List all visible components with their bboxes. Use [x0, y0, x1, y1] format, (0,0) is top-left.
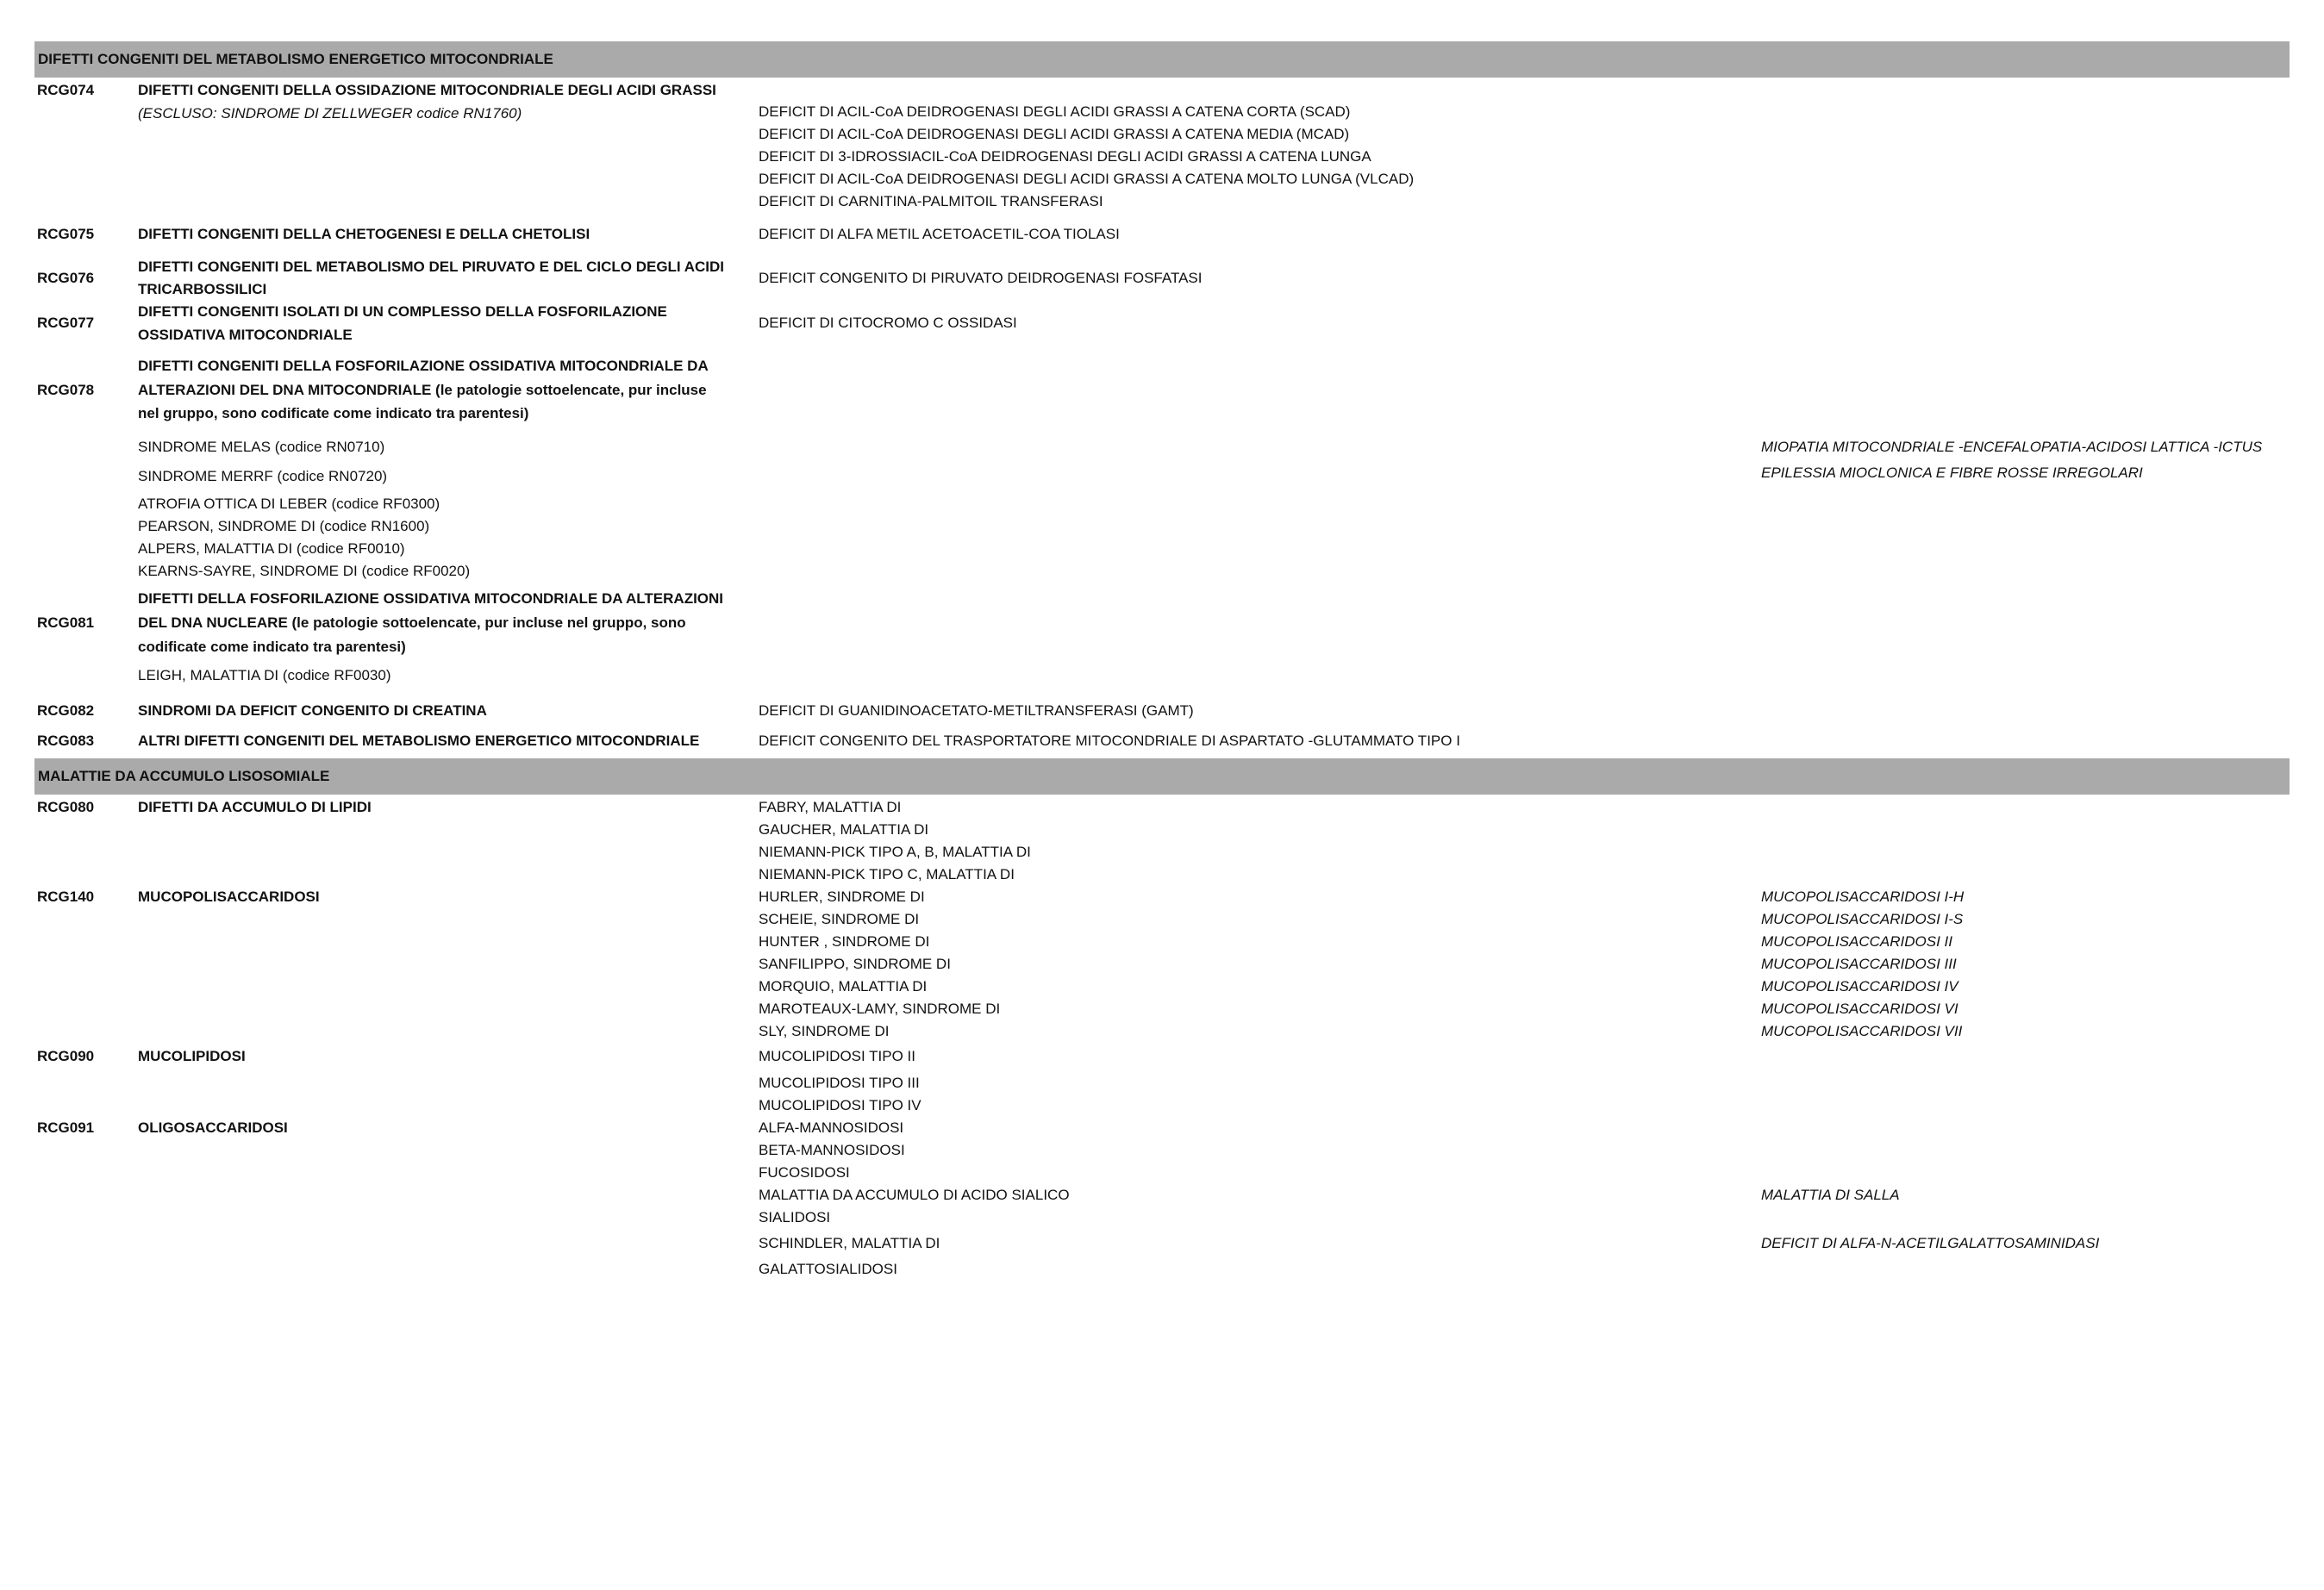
code-rcg083: RCG083 — [37, 733, 95, 749]
disease-item: MUCOLIPIDOSI TIPO III — [759, 1075, 920, 1091]
disease-item: MUCOLIPIDOSI TIPO IV — [759, 1097, 921, 1113]
group-title-rcg091: OLIGOSACCARIDOSI — [138, 1119, 288, 1136]
group-title-rcg082: SINDROMI DA DEFICIT CONGENITO DI CREATINA — [138, 702, 487, 719]
disease-item: DEFICIT DI GUANIDINOACETATO-METILTRANSFERASI (GAMT) — [759, 702, 1194, 719]
group-title-rcg076-cont: TRICARBOSSILICI — [138, 281, 267, 297]
group-title-rcg140: MUCOPOLISACCARIDOSI — [138, 889, 320, 905]
group-title-rcg083: ALTRI DIFETTI CONGENITI DEL METABOLISMO ENERGETICO MITOCONDRIALE — [138, 733, 700, 749]
disease-item: MAROTEAUX-LAMY, SINDROME DI — [759, 1001, 1001, 1017]
group-title-rcg081-cont: DEL DNA NUCLEARE (le patologie sottoelencate, pur incluse nel gruppo, sono — [138, 614, 686, 631]
group-title-rcg077: DIFETTI CONGENITI ISOLATI DI UN COMPLESSO DELLA FOSFORILAZIONE — [138, 303, 667, 320]
synonym-item: MIOPATIA MITOCONDRIALE -ENCEFALOPATIA-ACIDOSI LATTICA -ICTUS — [1761, 439, 2263, 455]
disease-item: HURLER, SINDROME DI — [759, 889, 925, 905]
disease-item: SCHEIE, SINDROME DI — [759, 911, 920, 927]
synonym-item: MUCOPOLISACCARIDOSI II — [1761, 933, 1952, 950]
disease-item: MUCOLIPIDOSI TIPO II — [759, 1048, 915, 1064]
disease-item: SLY, SINDROME DI — [759, 1023, 890, 1039]
group-title-rcg075: DIFETTI CONGENITI DELLA CHETOGENESI E DELLA CHETOLISI — [138, 226, 590, 242]
disease-item: GALATTOSIALIDOSI — [759, 1261, 897, 1277]
synonym-item: MUCOPOLISACCARIDOSI VII — [1761, 1023, 1963, 1039]
code-rcg082: RCG082 — [37, 702, 95, 719]
code-rcg075: RCG075 — [37, 226, 95, 242]
group-title-rcg074: DIFETTI CONGENITI DELLA OSSIDAZIONE MITOCONDRIALE DEGLI ACIDI GRASSI — [138, 82, 716, 98]
disease-item: DEFICIT DI ACIL-CoA DEIDROGENASI DEGLI ACIDI GRASSI A CATENA MOLTO LUNGA (VLCAD) — [759, 171, 1415, 187]
group-title-rcg090: MUCOLIPIDOSI — [138, 1048, 246, 1064]
disease-item: DEFICIT DI ACIL-CoA DEIDROGENASI DEGLI ACIDI GRASSI A CATENA CORTA (SCAD) — [759, 103, 1351, 120]
disease-item: MORQUIO, MALATTIA DI — [759, 978, 928, 995]
disease-item: DEFICIT DI CARNITINA-PALMITOIL TRANSFERASI — [759, 193, 1103, 209]
synonym-item: EPILESSIA MIOCLONICA E FIBRE ROSSE IRREGOLARI — [1761, 465, 2143, 481]
group-note-rcg074: (ESCLUSO: SINDROME DI ZELLWEGER codice RN1760) — [138, 105, 522, 122]
disease-item: DEFICIT DI ACIL-CoA DEIDROGENASI DEGLI ACIDI GRASSI A CATENA MEDIA (MCAD) — [759, 126, 1350, 142]
disease-item: NIEMANN-PICK TIPO A, B, MALATTIA DI — [759, 844, 1031, 860]
subgroup-item: KEARNS-SAYRE, SINDROME DI (codice RF0020) — [138, 563, 471, 579]
synonym-item: MUCOPOLISACCARIDOSI I-H — [1761, 889, 1965, 905]
disease-item: DEFICIT CONGENITO DEL TRASPORTATORE MITOCONDRIALE DI ASPARTATO -GLUTAMMATO TIPO I — [759, 733, 1460, 749]
synonym-item: MUCOPOLISACCARIDOSI IV — [1761, 978, 1959, 995]
group-title-rcg078-cont: nel gruppo, sono codificate come indicato tra parentesi) — [138, 405, 529, 421]
section-header-lysosomal: MALATTIE DA ACCUMULO LISOSOMIALE — [34, 758, 2290, 795]
group-title-rcg077-cont: OSSIDATIVA MITOCONDRIALE — [138, 327, 353, 343]
disease-item: DEFICIT DI 3-IDROSSIACIL-CoA DEIDROGENASI DEGLI ACIDI GRASSI A CATENA LUNGA — [759, 148, 1371, 165]
code-rcg081: RCG081 — [37, 614, 95, 631]
disease-item: SIALIDOSI — [759, 1209, 831, 1225]
disease-item: BETA-MANNOSIDOSI — [759, 1142, 905, 1158]
synonym-item: MUCOPOLISACCARIDOSI VI — [1761, 1001, 1959, 1017]
group-title-rcg078: DIFETTI CONGENITI DELLA FOSFORILAZIONE OSSIDATIVA MITOCONDRIALE DA — [138, 358, 709, 374]
disease-item: HUNTER , SINDROME DI — [759, 933, 930, 950]
synonym-item: DEFICIT DI ALFA-N-ACETILGALATTOSAMINIDASI — [1761, 1235, 2100, 1251]
code-rcg074: RCG074 — [37, 82, 95, 98]
group-title-rcg081-cont: codificate come indicato tra parentesi) — [138, 639, 406, 655]
code-rcg077: RCG077 — [37, 315, 95, 331]
disease-item: SCHINDLER, MALATTIA DI — [759, 1235, 940, 1251]
section-header-mitochondrial: DIFETTI CONGENITI DEL METABOLISMO ENERGETICO MITOCONDRIALE — [34, 41, 2290, 78]
synonym-item: MUCOPOLISACCARIDOSI III — [1761, 956, 1957, 972]
disease-item: MALATTIA DA ACCUMULO DI ACIDO SIALICO — [759, 1187, 1070, 1203]
code-rcg078: RCG078 — [37, 382, 95, 398]
code-rcg080: RCG080 — [37, 799, 95, 815]
disease-item: FUCOSIDOSI — [759, 1164, 850, 1181]
synonym-item: MALATTIA DI SALLA — [1761, 1187, 1900, 1203]
disease-item: FABRY, MALATTIA DI — [759, 799, 902, 815]
subgroup-item: PEARSON, SINDROME DI (codice RN1600) — [138, 518, 430, 534]
disease-item: GAUCHER, MALATTIA DI — [759, 821, 929, 838]
code-rcg140: RCG140 — [37, 889, 95, 905]
subgroup-item: ATROFIA OTTICA DI LEBER (codice RF0300) — [138, 496, 440, 512]
synonym-item: MUCOPOLISACCARIDOSI I-S — [1761, 911, 1964, 927]
group-title-rcg081: DIFETTI DELLA FOSFORILAZIONE OSSIDATIVA MITOCONDRIALE DA ALTERAZIONI — [138, 590, 724, 607]
group-title-rcg078-cont: ALTERAZIONI DEL DNA MITOCONDRIALE (le patologie sottoelencate, pur incluse — [138, 382, 707, 398]
disease-item: DEFICIT DI CITOCROMO C OSSIDASI — [759, 315, 1017, 331]
disease-item: DEFICIT CONGENITO DI PIRUVATO DEIDROGENASI FOSFATASI — [759, 270, 1203, 286]
code-rcg091: RCG091 — [37, 1119, 95, 1136]
disease-item: ALFA-MANNOSIDOSI — [759, 1119, 904, 1136]
group-title-rcg076: DIFETTI CONGENITI DEL METABOLISMO DEL PIRUVATO E DEL CICLO DEGLI ACIDI — [138, 259, 725, 275]
subgroup-item: ALPERS, MALATTIA DI (codice RF0010) — [138, 540, 405, 557]
subgroup-item: SINDROME MERRF (codice RN0720) — [138, 468, 388, 484]
group-title-rcg080: DIFETTI DA ACCUMULO DI LIPIDI — [138, 799, 372, 815]
code-rcg090: RCG090 — [37, 1048, 95, 1064]
disease-item: NIEMANN-PICK TIPO C, MALATTIA DI — [759, 866, 1015, 882]
subgroup-item: SINDROME MELAS (codice RN0710) — [138, 439, 385, 455]
subgroup-item: LEIGH, MALATTIA DI (codice RF0030) — [138, 667, 391, 683]
disease-item: SANFILIPPO, SINDROME DI — [759, 956, 951, 972]
code-rcg076: RCG076 — [37, 270, 95, 286]
disease-item: DEFICIT DI ALFA METIL ACETOACETIL-COA TIOLASI — [759, 226, 1120, 242]
